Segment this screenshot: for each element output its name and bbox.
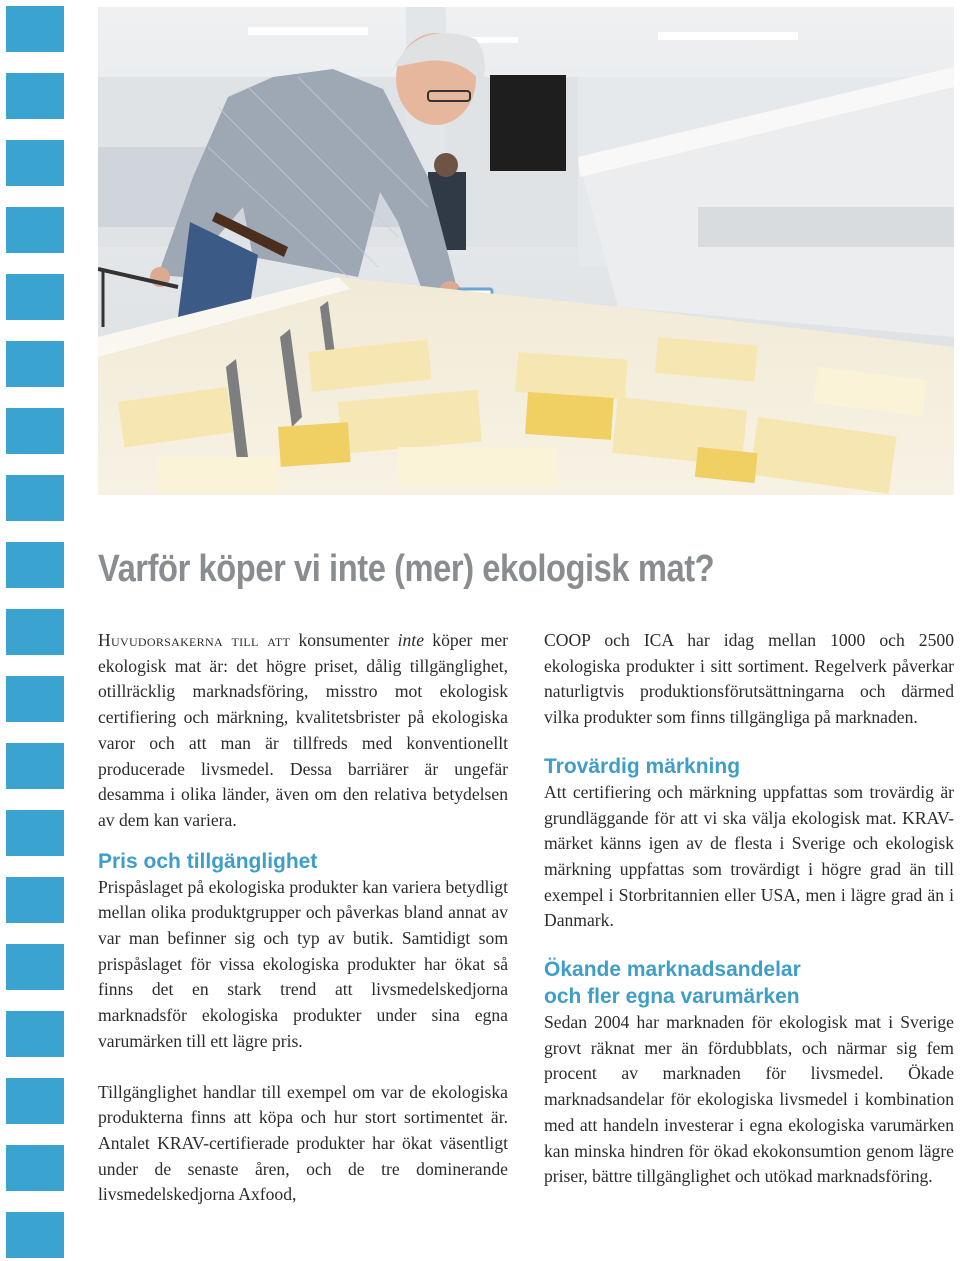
decorative-square: [6, 341, 64, 387]
left-column: [98, 628, 508, 1208]
intro-paragraph: [98, 628, 508, 834]
availability-paragraph: Tillgänglighet handlar till exempel om var de ekologiska produkterna finns att köpa och hur stort sortimentet är. Antalet KRAV-certifierade produkter har ökat väsentligt under de senaste åren, och de tre dominerande livsmedelskedjorna Axfood,: [98, 1081, 508, 1205]
article-title: Varför köper vi inte (mer) ekologisk mat?: [98, 548, 715, 590]
right-column: [544, 628, 954, 1190]
intro-emphasis: inte: [397, 630, 425, 650]
intro-lead: Huvudorsakerna till att: [98, 630, 291, 650]
decorative-square: [6, 475, 64, 521]
labeling-paragraph: Att certifiering och märkning uppfattas som trovärdig är grundläggande för att vi ska välja ekologisk mat. KRAV-märket känns igen av de flesta i Sverige och ekologisk märkning uppfattas som trovärdigt i högre grad än till exempel i Storbritannien eller USA, men i lägre grad än i Danmark.: [544, 781, 954, 931]
decorative-square: [6, 1011, 64, 1057]
decorative-square: [6, 944, 64, 990]
store-photo: [98, 7, 954, 495]
intro-text: köper mer ekologisk mat är: det högre priset, dålig tillgänglighet, otillräcklig marknadsföring, misstro mot ekologisk certifiering och märkning, kvalitetsbrister på ekologiska varor och att man är tillfreds med konventionellt producerade livsmedel. Dessa barriärer är ungefär desamma i olika länder, även om den relativa betydelsen av dem kan variera.: [98, 630, 508, 830]
decorative-square: [6, 140, 64, 186]
heading-line-2: och fler egna varumärken: [544, 985, 800, 1009]
decorative-square: [6, 609, 64, 655]
decorative-square-strip: [0, 0, 70, 1261]
decorative-square: [6, 1078, 64, 1124]
decorative-square: [6, 676, 64, 722]
decorative-square: [6, 810, 64, 856]
decorative-square: [6, 743, 64, 789]
section-heading-market-share: [544, 956, 954, 1010]
section-heading-labeling: Trovärdig märkning: [544, 754, 741, 778]
decorative-square: [6, 207, 64, 253]
decorative-square: [6, 408, 64, 454]
decorative-square: [6, 6, 64, 52]
decorative-square: [6, 542, 64, 588]
price-paragraph: Prispåslaget på ekologiska produkter kan variera betydligt mellan olika produktgrupper och påverkas bland annat av var man befinner sig och typ av butik. Samtidigt som prispåslaget för vissa ekologiska produkter har ökat så finns det en stark trend att livsmedelskedjorna marknadsför ekologiska produkter under sina egna varumärken till ett lägre pris.: [98, 876, 508, 1051]
section-heading-price: Pris och tillgänglighet: [98, 849, 318, 873]
decorative-square: [6, 73, 64, 119]
market-share-paragraph: Sedan 2004 har marknaden för ekologisk mat i Sverige grovt räknat mer än fördubblats, och närmar sig fem procent av marknaden för livsmedel. Ökade marknadsandelar för ekologiska livsmedel i kombination med att handeln investerar i egna ekologiska varumärken kan minska hindren för ökad ekokonsumtion genom lägre priser, bättre tillgänglighet och utökad marknadsföring.: [544, 1012, 954, 1187]
decorative-square: [6, 1212, 64, 1258]
heading-line-1: Ökande marknadsandelar: [544, 958, 801, 982]
assortment-paragraph: COOP och ICA har idag mellan 1000 och 2500 ekologiska produkter i sitt sortiment. Regelverk påverkar naturligtvis produktionsförutsättningarna och därmed vilka produkter som finns tillgängliga på marknaden.: [544, 630, 954, 728]
intro-pre: konsumenter: [290, 630, 398, 650]
decorative-square: [6, 877, 64, 923]
decorative-square: [6, 1145, 64, 1191]
decorative-square: [6, 274, 64, 320]
